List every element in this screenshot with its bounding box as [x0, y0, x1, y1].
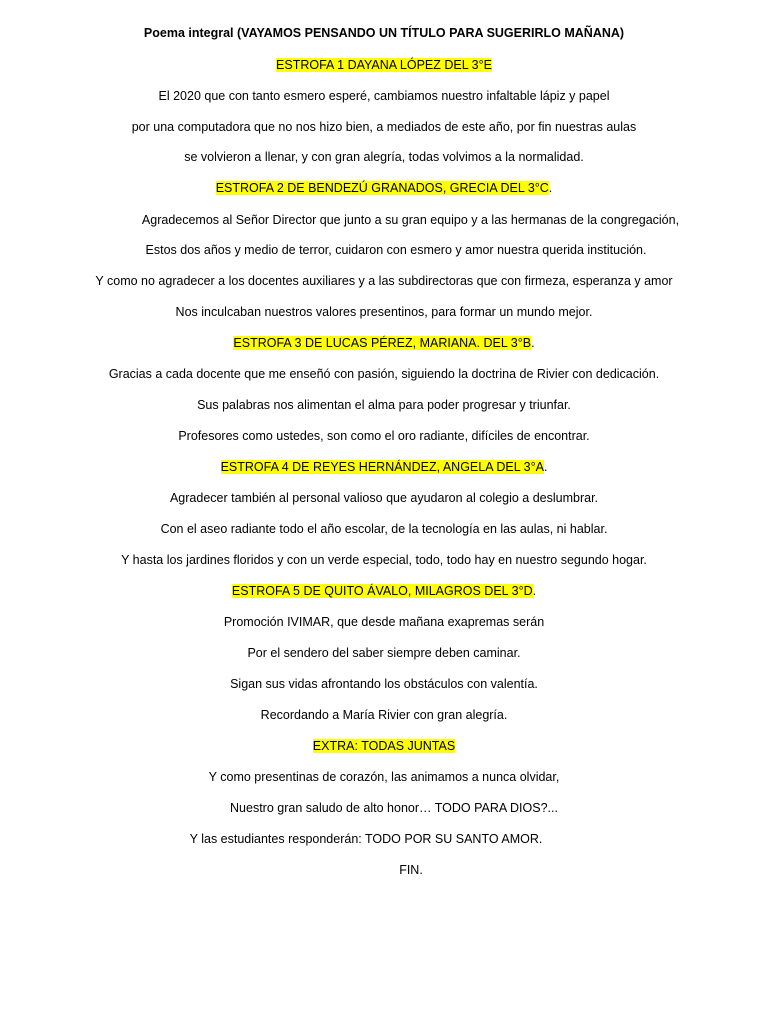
poem-line: Sus palabras nos alimentan el alma para poder progresar y triunfar. [197, 398, 571, 412]
poem-line: El 2020 que con tanto esmero esperé, cambiamos nuestro infaltable lápiz y papel [158, 89, 610, 103]
stanza-heading-highlight: EXTRA: TODAS JUNTAS [312, 739, 456, 753]
stanza-heading-suffix: . [532, 584, 537, 598]
stanza-heading-highlight: ESTROFA 3 DE LUCAS PÉREZ, MARIANA. DEL 3°B [233, 336, 532, 350]
poem-line: Gracias a cada docente que me enseñó con pasión, siguiendo la doctrina de Rivier con dedicación. [108, 367, 660, 381]
stanza-heading [0, 335, 768, 351]
poem-line: Con el aseo radiante todo el año escolar, de la tecnología en las aulas, ni hablar. [160, 522, 608, 536]
stanza-heading [0, 459, 768, 475]
stanza-heading-highlight: ESTROFA 2 DE BENDEZÚ GRANADOS, GRECIA DEL 3°C [215, 181, 549, 195]
poem-line: Por el sendero del saber siempre deben caminar. [247, 646, 521, 660]
poem-title: Poema integral (VAYAMOS PENSANDO UN TÍTULO PARA SUGERIRLO MAÑANA) [143, 26, 625, 40]
poem-end: FIN. [399, 863, 423, 877]
stanza-heading-highlight: ESTROFA 5 DE QUITO ÁVALO, MILAGROS DEL 3°D [231, 584, 533, 598]
stanza-heading-highlight: ESTROFA 1 DAYANA LÓPEZ DEL 3°E [276, 58, 492, 72]
poem-line: Profesores como ustedes, son como el oro radiante, difíciles de encontrar. [178, 429, 590, 443]
poem-line: por una computadora que no nos hizo bien, a mediados de este año, por fin nuestras aulas [131, 120, 637, 134]
poem-line: Nos inculcaban nuestros valores presentinos, para formar un mundo mejor. [175, 305, 593, 319]
poem-line: Nuestro gran saludo de alto honor… TODO PARA DIOS?... [230, 801, 558, 815]
poem-line: Y las estudiantes responderán: TODO POR SU SANTO AMOR. [189, 832, 543, 846]
poem-line: Agradecer también al personal valioso que ayudaron al colegio a deslumbrar. [169, 491, 599, 505]
stanza-heading [0, 583, 768, 599]
poem-line: Y como presentinas de corazón, las animamos a nunca olvidar, [208, 770, 560, 784]
poem-line: Y hasta los jardines floridos y con un verde especial, todo, todo hay en nuestro segundo hogar. [121, 553, 647, 567]
stanza-heading-suffix: . [531, 336, 535, 350]
stanza-heading-suffix: . [548, 181, 553, 195]
poem-line: Y como no agradecer a los docentes auxiliares y a las subdirectoras que con firmeza, esperanza y amor [95, 274, 673, 288]
stanza-heading-highlight: ESTROFA 4 DE REYES HERNÁNDEZ, ANGELA DEL 3°A [220, 460, 544, 474]
poem-line: Promoción IVIMAR, que desde mañana exapremas serán [223, 615, 545, 629]
stanza-heading [0, 180, 768, 196]
poem-line: se volvieron a llenar, y con gran alegría, todas volvimos a la normalidad. [184, 150, 584, 164]
stanza-heading-suffix: . [543, 460, 548, 474]
stanza-heading [0, 738, 768, 754]
poem-line: Sigan sus vidas afrontando los obstáculos con valentía. [230, 677, 538, 691]
poem-line: Agradecemos al Señor Director que junto a su gran equipo y a las hermanas de la congregación, [141, 213, 680, 227]
poem-line: Recordando a María Rivier con gran alegría. [260, 708, 508, 722]
stanza-heading [0, 57, 768, 73]
poem-line: Estos dos años y medio de terror, cuidaron con esmero y amor nuestra querida institución. [145, 243, 647, 257]
